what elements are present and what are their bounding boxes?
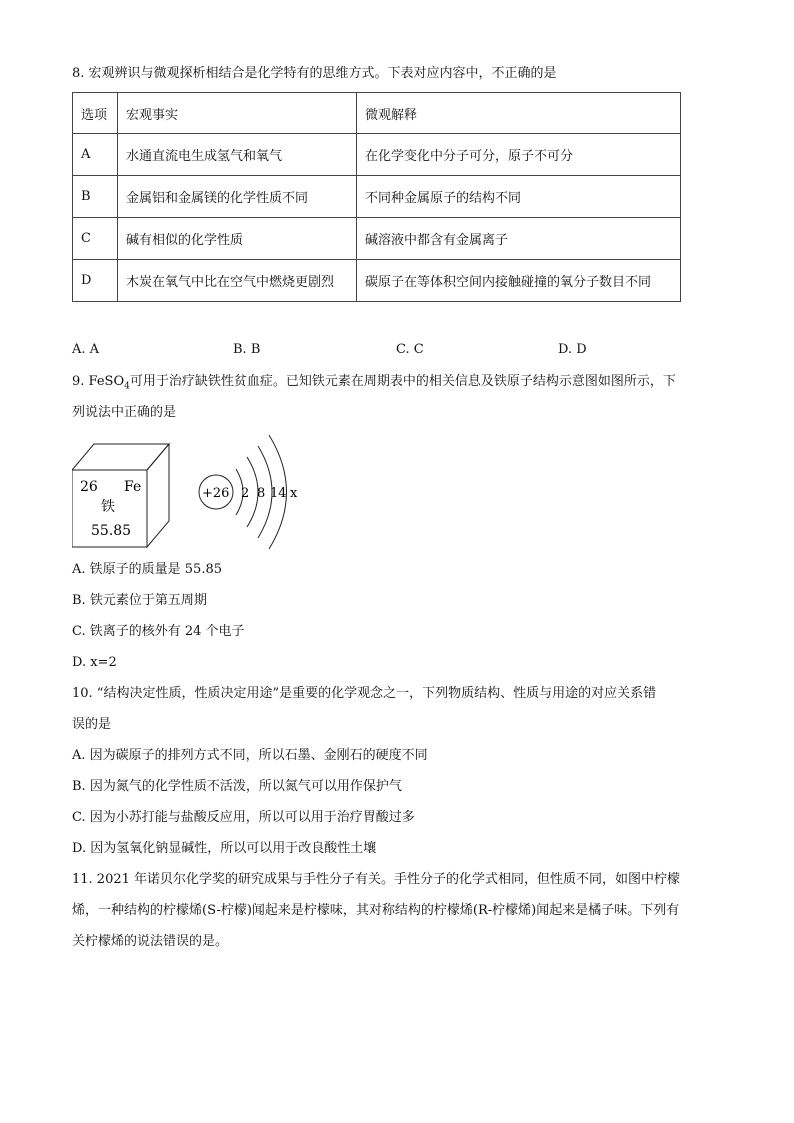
shell-count-4: x — [290, 486, 298, 501]
q9-stem — [72, 372, 676, 397]
explanation-cell: 碱溶液中都含有金属离子 — [357, 218, 681, 260]
fact-cell: 碱有相似的化学性质 — [118, 218, 357, 260]
option-cell: A — [73, 134, 118, 176]
shell-count-2: 8 — [257, 486, 266, 501]
q11-stem-line2: 烯，一种结构的柠檬烯(S-柠檬)闻起来是柠檬味，其对称结构的柠檬烯(R-柠檬烯)闻起来是橘子味。下列有 — [72, 903, 680, 918]
q8-option-c[interactable]: C. C — [396, 342, 424, 357]
header-cell: 宏观事实 — [118, 93, 357, 134]
table-row — [73, 218, 681, 260]
nucleus-charge: +26 — [202, 486, 230, 501]
table-row — [73, 134, 681, 176]
q9-option-b[interactable]: B. 铁元素位于第五周期 — [72, 593, 207, 608]
q10-option-d[interactable]: D. 因为氢氧化钠显碱性，所以可以用于改良酸性土壤 — [72, 841, 377, 856]
option-cell: B — [73, 176, 118, 218]
q9-stem-line2: 列说法中正确的是 — [72, 405, 177, 420]
fact-cell: 金属铝和金属镁的化学性质不同 — [118, 176, 357, 218]
table-header-row — [73, 93, 681, 134]
element-name: 铁 — [101, 499, 115, 515]
q10-stem: 10. “结构决定性质，性质决定用途”是重要的化学观念之一，下列物质结构、性质与用途的对应关系错 — [72, 686, 657, 701]
fact-cell: 水通直流电生成氢气和氧气 — [118, 134, 357, 176]
iron-figure — [72, 430, 312, 555]
explanation-cell: 在化学变化中分子可分，原子不可分 — [357, 134, 681, 176]
table-row — [73, 260, 681, 302]
table-row — [73, 176, 681, 218]
shell-count-3: 14 — [270, 486, 287, 501]
option-cell: C — [73, 218, 118, 260]
explanation-cell: 不同种金属原子的结构不同 — [357, 176, 681, 218]
q11-stem-line1: 11. 2021 年诺贝尔化学奖的研究成果与手性分子有关。手性分子的化学式相同，但性质不同，如图中柠檬 — [72, 872, 681, 887]
q10-option-c[interactable]: C. 因为小苏打能与盐酸反应用，所以可以用于治疗胃酸过多 — [72, 810, 415, 825]
q8-option-d[interactable]: D. D — [558, 342, 587, 357]
q9-option-c[interactable]: C. 铁离子的核外有 24 个电子 — [72, 624, 245, 639]
header-cell: 微观解释 — [357, 93, 681, 134]
q8-option-a[interactable]: A. A — [72, 342, 100, 357]
option-cell: D — [73, 260, 118, 302]
q10-option-b[interactable]: B. 因为氮气的化学性质不活泼，所以氮气可以用作保护气 — [72, 779, 402, 794]
element-mass: 55.85 — [91, 523, 132, 539]
fact-cell: 木炭在氧气中比在空气中燃烧更剧烈 — [118, 260, 357, 302]
q9-option-a[interactable]: A. 铁原子的质量是 55.85 — [72, 562, 223, 577]
explanation-cell: 碳原子在等体积空间内接触碰撞的氧分子数目不同 — [357, 260, 681, 302]
shell-count-1: 2 — [241, 486, 250, 501]
q9-stem-part: 9. FeSO — [72, 374, 125, 389]
element-number: 26 — [80, 479, 98, 495]
q10-option-a[interactable]: A. 因为碳原子的排列方式不同，所以石墨、金刚石的硬度不同 — [72, 748, 428, 763]
q8-stem: 8. 宏观辨识与微观探析相结合是化学特有的思维方式。下表对应内容中，不正确的是 — [72, 66, 557, 81]
element-symbol: Fe — [124, 479, 142, 495]
q9-stem-subscript: 4 — [124, 381, 130, 392]
q8-table — [72, 92, 681, 302]
q11-stem-line3: 关柠檬烯的说法错误的是。 — [72, 934, 229, 949]
q9-stem-part: 可用于治疗缺铁性贫血症。已知铁元素在周期表中的相关信息及铁原子结构示意图如图所示，下 — [129, 374, 676, 389]
q9-option-d[interactable]: D. x=2 — [72, 655, 117, 670]
header-cell: 选项 — [73, 93, 118, 134]
q10-stem-line2: 误的是 — [72, 717, 112, 732]
q8-option-b[interactable]: B. B — [233, 342, 261, 357]
